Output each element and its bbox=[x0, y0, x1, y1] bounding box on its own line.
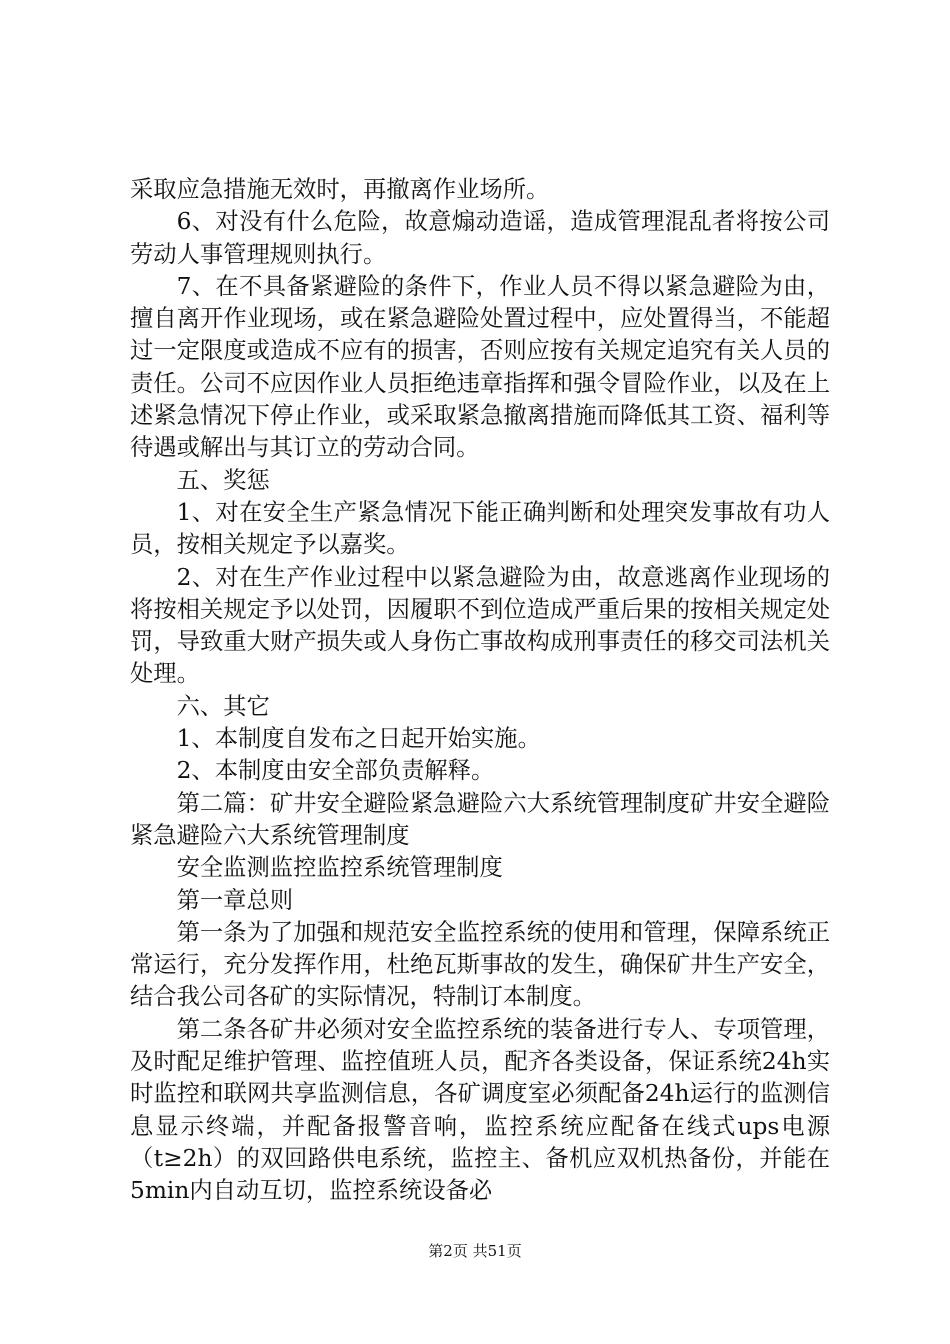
paragraph-item-7: 7、在不具备紧避险的条件下，作业人员不得以紧急避险为由，擅自离开作业现场，或在紧急避险处置过程中，应处置得当，不能超过一定限度或造成不应有的损害，否则应按有关规定追究有关人员的责任。公司不应因作业人员拒绝违章指挥和强令冒险作业，以及在上述紧急情况下停止作业，或采取紧急撤离措施而降低其工资、福利等待遇或解出与其订立的劳动合同。 bbox=[130, 272, 830, 462]
article-2: 第二条各矿井必须对安全监控系统的装备进行专人、专项管理，及时配足维护管理、监控值班人员，配齐各类设备，保证系统24h实时监控和联网共享监测信息，各矿调度室必须配备24h运行的监测信息显示终端，并配备报警音响，监控系统应配备在线式ups电源（t≥2h）的双回路供电系统，监控主、备机应双机热备份，并能在5min内自动互切，监控系统设备必 bbox=[130, 1015, 830, 1205]
document-body bbox=[130, 174, 830, 1208]
paragraph-other-1: 1、本制度自发布之日起开始实施。 bbox=[176, 725, 541, 753]
system-title: 安全监测监控监控系统管理制度 bbox=[176, 854, 503, 882]
chapter-heading: 第一章总则 bbox=[176, 886, 294, 914]
article-1: 第一条为了加强和规范安全监控系统的使用和管理，保障系统正常运行，充分发挥作用，杜绝瓦斯事故的发生，确保矿井生产安全，结合我公司各矿的实际情况，特制订本制度。 bbox=[130, 918, 830, 1011]
paragraph-continuation: 采取应急措施无效时，再撤离作业场所。 bbox=[130, 176, 550, 203]
part-two-title: 第二篇：矿井安全避险紧急避险六大系统管理制度矿井安全避险紧急避险六大系统管理制度 bbox=[130, 789, 830, 849]
paragraph-item-6: 6、对没有什么危险，故意煽动造谣，造成管理混乱者将按公司劳动人事管理规则执行。 bbox=[130, 208, 830, 268]
paragraph-other-2: 2、本制度由安全部负责解释。 bbox=[176, 757, 495, 785]
section-heading-other: 六、其它 bbox=[176, 692, 270, 720]
page-number: 第2页 共51页 bbox=[428, 1242, 522, 1260]
paragraph-reward-1: 1、对在安全生产紧急情况下能正确判断和处理突发事故有功人员，按相关规定予以嘉奖。 bbox=[130, 498, 830, 559]
section-heading-rewards: 五、奖惩 bbox=[176, 466, 270, 494]
paragraph-reward-2: 2、对在生产作业过程中以紧急避险为由，故意逃离作业现场的将按相关规定予以处罚，因履职不到位造成严重后果的按相关规定处罚，导致重大财产损失或人身伤亡事故构成刑事责任的移交司法机关处理。 bbox=[130, 563, 830, 688]
